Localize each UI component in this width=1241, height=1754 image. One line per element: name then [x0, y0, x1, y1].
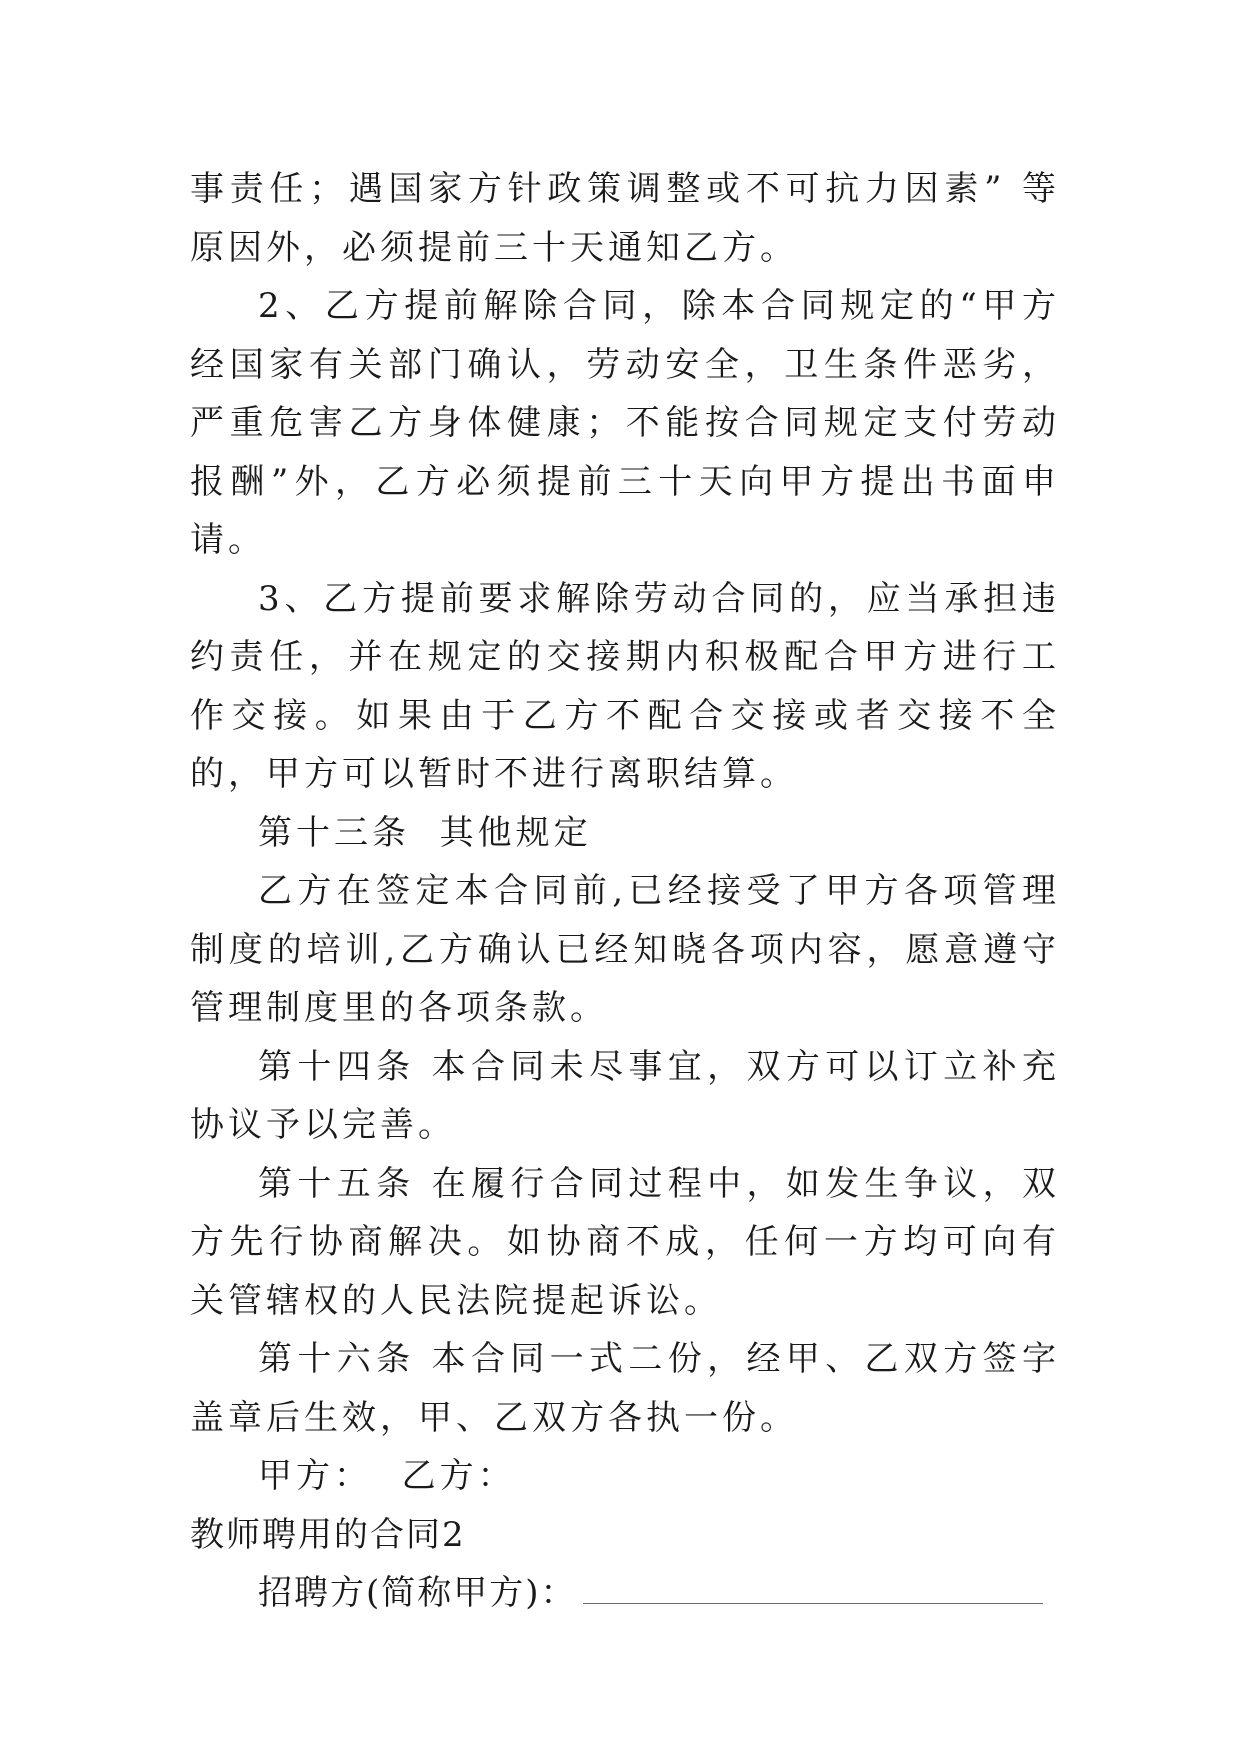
- paragraph-item-3: 3、乙方提前要求解除劳动合同的，应当承担违约责任，并在规定的交接期内积极配合甲方进行工作交接。如果由于乙方不配合交接或者交接不全的，甲方可以暂时不进行离职结算。: [190, 578, 1060, 794]
- document-body: [190, 160, 1060, 1623]
- article-14: 第十四条 本合同未尽事宜，双方可以订立补充协议予以完善。: [190, 1046, 1060, 1145]
- paragraph-continuation: 事责任；遇国家方针政策调整或不可抗力因素” 等原因外，必须提前三十天通知乙方。: [190, 169, 1060, 268]
- article-13-heading: 第十三条 其他规定: [258, 812, 592, 853]
- party-a-label: 甲方：: [258, 1456, 372, 1496]
- party-b-label: 乙方：: [401, 1456, 516, 1496]
- signature-line: [190, 1447, 1060, 1506]
- article-13-body: 乙方在签定本合同前,已经接受了甲方各项管理制度的培训,乙方确认已经知晓各项内容，愿意遵守管理制度里的各项条款。: [190, 871, 1060, 1028]
- paragraph-item-2: 2、乙方提前解除合同，除本合同规定的“甲方经国家有关部门确认，劳动安全，卫生条件恶劣，严重危害乙方身体健康；不能按合同规定支付劳动报酬”外，乙方必须提前三十天向甲方提出书面申请。: [190, 286, 1060, 560]
- section-title: 教师聘用的合同2: [190, 1514, 466, 1555]
- article-16: 第十六条 本合同一式二份，经甲、乙双方签字盖章后生效，甲、乙双方各执一份。: [190, 1339, 1060, 1438]
- recruiter-blank: [583, 1573, 1043, 1604]
- recruiter-line: [190, 1564, 1060, 1623]
- article-15: 第十五条 在履行合同过程中，如发生争议，双方先行协商解决。如协商不成，任何一方均可向有 关管辖权的人民法院提起诉讼。: [190, 1163, 1060, 1321]
- recruiter-label: 招聘方(简称甲方)：: [258, 1573, 577, 1613]
